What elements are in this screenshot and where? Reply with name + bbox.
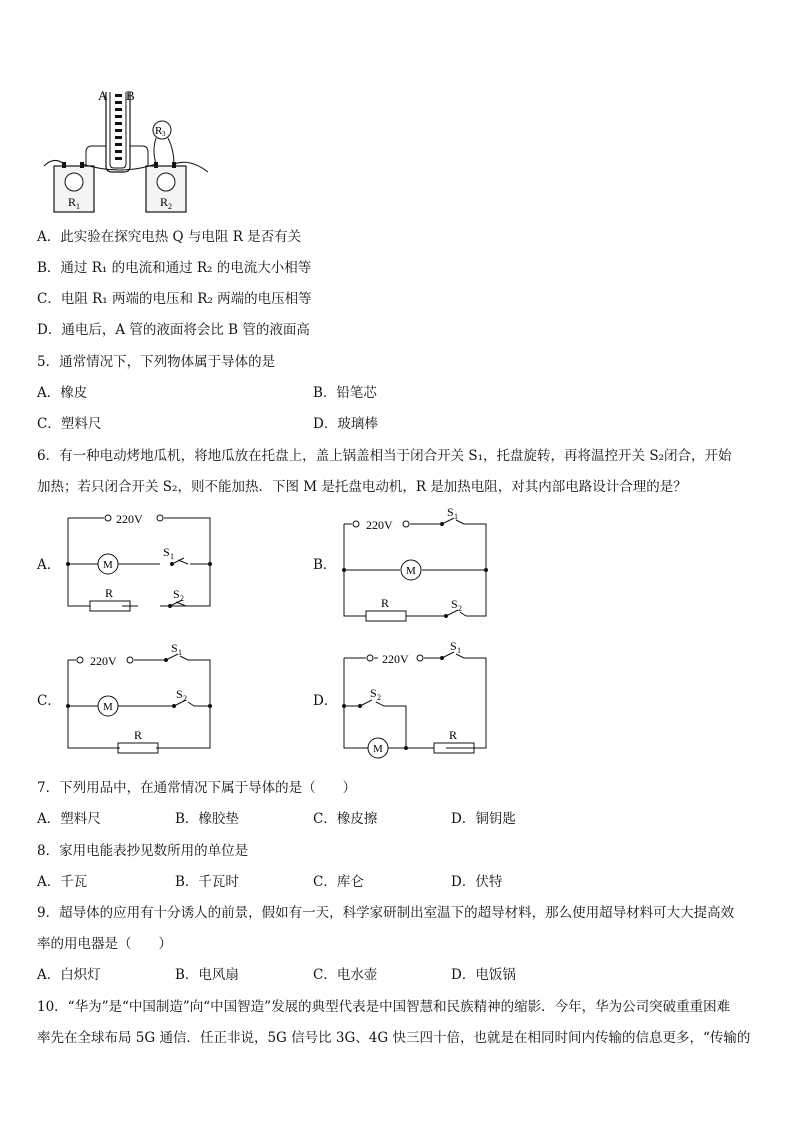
circuit-b-voltage: 220V: [366, 518, 393, 532]
circuit-a-s2: S: [173, 587, 180, 601]
circuit-c-resistor: R: [134, 728, 143, 742]
q9-stem-line2: 率的用电器是（ ）: [37, 936, 172, 952]
circuit-c-s2-sub: 2: [183, 694, 187, 703]
circuit-c-s1-sub: 1: [178, 648, 182, 657]
q6-letter-b: B．: [313, 557, 337, 573]
label-r1-sub: 1: [76, 202, 80, 211]
q7-option-a: A．塑料尺: [37, 811, 101, 827]
joule-heating-figure: [40, 86, 220, 214]
label-r3: R: [155, 125, 163, 137]
circuit-d-s2: S: [370, 686, 377, 700]
q6-stem-line2: 加热；若只闭合开关 S₂，则不能加热．下图 M 是托盘电动机，R 是加热电阻，对其内部电路设计合理的是？: [37, 479, 687, 495]
circuit-d: [336, 642, 496, 762]
q6-letter-c: C．: [37, 693, 61, 709]
q6-letter-a: A．: [37, 557, 61, 573]
q5-option-b: B．铅笔芯: [313, 385, 377, 401]
circuit-b-s1: S: [447, 506, 454, 519]
circuit-c-motor: M: [103, 701, 113, 713]
circuit-a-s1-sub: 1: [170, 552, 174, 561]
label-r2: R: [160, 195, 169, 209]
circuit-c: [60, 642, 220, 754]
q7-option-d: D．铜钥匙: [451, 811, 516, 827]
circuit-d-resistor: R: [449, 728, 458, 742]
q10-stem-line2: 率先在全球布局 5G 通信．任正非说，5G 信号比 3G、4G 快三四十倍，也就是在相同时间内传输的信息更多，“传输的: [37, 1030, 751, 1046]
q4-option-d: D．通电后，A 管的液面将会比 B 管的液面高: [37, 322, 310, 338]
circuit-b-resistor: R: [381, 596, 390, 610]
q9-option-c: C．电水壶: [313, 967, 378, 983]
q7-option-c: C．橡皮擦: [313, 811, 378, 827]
q8-option-b: B．千瓦时: [175, 874, 239, 890]
circuit-b-motor: M: [406, 565, 416, 577]
q8-option-c: C．库仑: [313, 874, 364, 890]
q9-option-b: B．电风扇: [175, 967, 239, 983]
q9-option-d: D．电饭锅: [451, 967, 516, 983]
circuit-a-s2-sub: 2: [180, 594, 184, 603]
q7-stem: 7．下列用品中，在通常情况下属于导体的是（ ）: [37, 780, 357, 796]
q5-option-a: A．橡皮: [37, 385, 88, 401]
q8-option-a: A．千瓦: [37, 874, 88, 890]
q4-option-c: C．电阻 R₁ 两端的电压和 R₂ 两端的电压相等: [37, 291, 312, 307]
circuit-a: [60, 508, 220, 612]
q7-option-b: B．橡胶垫: [175, 811, 239, 827]
q4-option-b: B．通过 R₁ 的电流和通过 R₂ 的电流大小相等: [37, 260, 312, 276]
circuit-b-s2-sub: 2: [458, 604, 462, 613]
q5-option-c: C．塑料尺: [37, 416, 102, 432]
q9-stem-line1: 9．超导体的应用有十分诱人的前景，假如有一天，科学家研制出室温下的超导材料，那么使用超导材料可大大提高效: [37, 905, 735, 921]
circuit-c-s1: S: [171, 642, 178, 655]
q6-stem-line1: 6．有一种电动烤地瓜机，将地瓜放在托盘上，盖上锅盖相当于闭合开关 S₁，托盘旋转，再将温控开关 S₂闭合，开始: [37, 448, 732, 464]
q6-letter-d: D．: [313, 693, 338, 709]
circuit-d-s1-sub: 1: [457, 646, 461, 655]
circuit-b-s1-sub: 1: [454, 512, 458, 521]
q9-option-a: A．白炽灯: [37, 967, 101, 983]
label-a: A: [98, 88, 108, 103]
circuit-d-voltage: 220V: [382, 652, 409, 666]
q8-stem: 8．家用电能表抄见数所用的单位是: [37, 843, 249, 859]
circuit-b: [336, 506, 496, 624]
label-b: B: [126, 88, 135, 103]
circuit-a-voltage: 220V: [116, 512, 143, 526]
circuit-d-s2-sub: 2: [377, 693, 381, 702]
circuit-a-s1: S: [163, 545, 170, 559]
q10-stem-line1: 10．“华为”是“中国制造”向“中国智造”发展的典型代表是中国智慧和民族精神的缩影．今年，华为公司突破重重困难: [37, 999, 731, 1015]
q5-stem: 5．通常情况下，下列物体属于导体的是: [37, 354, 276, 370]
label-r3-sub: 3: [162, 130, 166, 138]
circuit-c-s2: S: [176, 687, 183, 701]
q4-option-a: A．此实验在探究电热 Q 与电阻 R 是否有关: [37, 229, 302, 245]
label-r1: R: [68, 195, 77, 209]
circuit-d-s1: S: [450, 642, 457, 653]
circuit-a-motor: M: [103, 559, 113, 571]
circuit-b-s2: S: [451, 597, 458, 611]
circuit-c-voltage: 220V: [90, 654, 117, 668]
q5-option-d: D．玻璃棒: [313, 416, 378, 432]
label-r2-sub: 2: [168, 202, 172, 211]
circuit-d-motor: M: [373, 743, 383, 755]
circuit-a-resistor: R: [105, 586, 114, 600]
q8-option-d: D．伏特: [451, 874, 503, 890]
